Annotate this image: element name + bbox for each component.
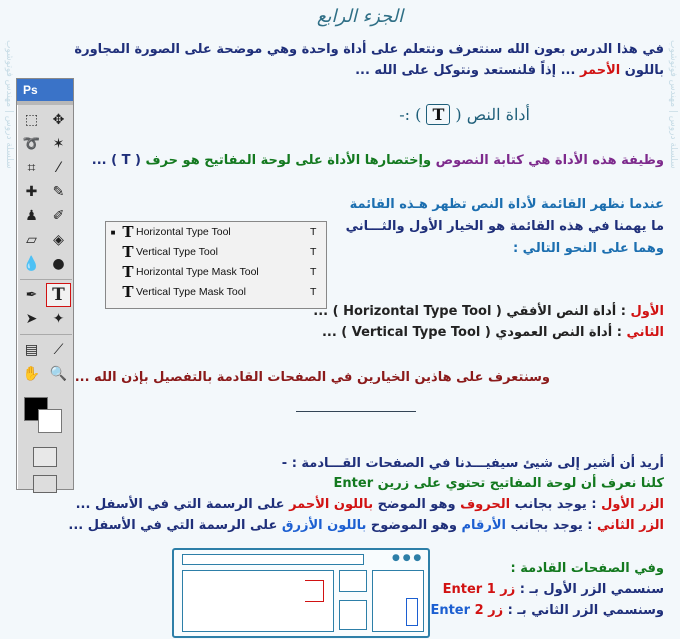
zoom-tool-icon[interactable]: 🔍 <box>49 366 68 382</box>
background-color-swatch[interactable] <box>38 409 62 433</box>
button-2-line: الزر الثاني : يوجد بجانب الأرقام وهو الموضوح باللون الأزرق على الرسمة التي في الأسفل ... <box>68 518 664 533</box>
arrow-key-block <box>339 600 367 630</box>
menu-item-vertical-type[interactable]: T Vertical Type Tool T <box>106 242 326 262</box>
enter-key-2-blue <box>406 598 418 626</box>
healing-brush-tool-icon[interactable]: ✚ <box>25 184 38 200</box>
brush-tool-icon[interactable]: ✎ <box>52 184 65 200</box>
crop-tool-icon[interactable]: ⌗ <box>27 160 36 176</box>
vertical-type-mask-icon: T <box>122 283 134 301</box>
photoshop-toolbox <box>16 78 74 490</box>
eyedropper-tool-icon[interactable]: ⟋ <box>53 342 64 358</box>
menu-intro-line-2: ما يهمنا في هذه القائمة هو الخيار الأول والثـــاني <box>345 219 664 234</box>
keys-intro-line-2: كلنا نعرف أن لوحة المفاتيح تحتوي على زرين Enter <box>333 476 664 491</box>
pen-tool-icon[interactable]: ✒ <box>25 287 38 303</box>
navigation-key-block <box>339 570 367 592</box>
quick-mask-button[interactable] <box>33 447 57 467</box>
history-brush-tool-icon[interactable]: ✐ <box>52 208 65 224</box>
next-pages-line-1: سنسمي الزر الأول بـ : زر 1 Enter <box>442 582 664 597</box>
enter-key-1-red <box>305 580 324 602</box>
button-1-line: الزر الأول : يوجد بجانب الحروف وهو الموضح باللون الأحمر على الرسمة التي في الأسفل ... <box>75 497 664 512</box>
menu-item-vertical-type-mask[interactable]: T Vertical Type Mask Tool T <box>106 282 326 302</box>
watermark-right: سلسلة دروس | مهندس فوتوشوب <box>668 40 678 169</box>
toolbox-separator <box>20 334 72 335</box>
magic-wand-tool-icon[interactable]: ✶ <box>52 136 65 152</box>
indicator-lights: ● ● ● <box>392 553 422 563</box>
tool-heading: أداة النص ( T ) :- <box>399 105 530 124</box>
screen-mode-button[interactable] <box>33 475 57 493</box>
type-tool-flyout-menu <box>105 221 327 309</box>
intro-line-1: في هذا الدرس بعون الله سنتعرف ونتعلم على أداة واحدة وهي موضحة على الصورة المجاورة <box>74 42 664 57</box>
function-key-row <box>182 554 364 565</box>
function-line: وظيفة هذه الأداة هي كتابة النصوص وإختصارها الأداة على لوحة المفاتيح هو حرف ( T ) ... <box>91 153 664 168</box>
paint-bucket-tool-icon[interactable]: ◈ <box>53 232 64 248</box>
page-title: الجزء الرابع <box>316 6 404 27</box>
menu-intro-line-1: عندما نظهر القائمة لأداة النص تظهر هـذه القائمة <box>349 197 664 212</box>
blur-tool-icon[interactable]: 💧 <box>22 256 41 272</box>
type-tool-icon[interactable]: T <box>47 284 70 306</box>
divider <box>296 411 416 412</box>
horizontal-type-mask-icon: T <box>122 263 134 281</box>
keyboard-diagram <box>172 548 430 638</box>
first-option: الأول : أداة النص الأفقي ( Horizontal Type Tool ) ... <box>313 304 664 319</box>
horizontal-type-icon: T <box>122 223 134 241</box>
note-line: وسنتعرف على هاذين الخيارين في الصفحات القادمة بالتفصيل بإذن الله ... <box>74 370 550 385</box>
toolbox-header: Ps <box>17 79 73 101</box>
next-pages-heading: وفي الصفحات القادمة : <box>510 561 664 576</box>
color-swatches[interactable] <box>21 393 73 441</box>
type-badge: T <box>426 104 450 125</box>
vertical-type-icon: T <box>122 243 134 261</box>
menu-intro-line-3: وهما على النحو التالي : <box>512 241 664 256</box>
dodge-tool-icon[interactable]: ● <box>52 256 65 272</box>
lasso-tool-icon[interactable]: ➰ <box>22 136 41 152</box>
toolbox-separator <box>20 279 72 280</box>
move-tool-icon[interactable]: ✥ <box>52 112 65 128</box>
intro-line-2: باللون الأحمر ... إذاً فلنستعد ونتوكل على الله ... <box>355 63 664 78</box>
menu-item-horizontal-type-mask[interactable]: T Horizontal Type Mask Tool T <box>106 262 326 282</box>
notes-tool-icon[interactable]: ▤ <box>24 342 39 358</box>
hand-tool-icon[interactable]: ✋ <box>22 366 41 382</box>
path-selection-tool-icon[interactable]: ➤ <box>25 311 38 327</box>
slice-tool-icon[interactable]: ⁄ <box>57 160 60 176</box>
next-pages-line-2: وسنسمي الزر الثاني بـ : زر 2 Enter <box>430 603 664 618</box>
watermark-left: سلسلة دروس | مهندس فوتوشوب <box>4 40 14 169</box>
keys-intro-line-1: أريد أن أشير إلى شيئ سيفيـــدنا في الصفحات القـــادمة : - <box>281 456 664 471</box>
second-option: الثاني : أداة النص العمودي ( Vertical Type Tool ) ... <box>321 325 664 340</box>
shape-tool-icon[interactable]: ✦ <box>52 311 65 327</box>
eraser-tool-icon[interactable]: ▱ <box>26 232 37 248</box>
menu-item-horizontal-type[interactable]: ■ T Horizontal Type Tool T <box>110 223 317 241</box>
stamp-tool-icon[interactable]: ♟ <box>25 208 38 224</box>
marquee-tool-icon[interactable]: ⬚ <box>24 112 39 128</box>
